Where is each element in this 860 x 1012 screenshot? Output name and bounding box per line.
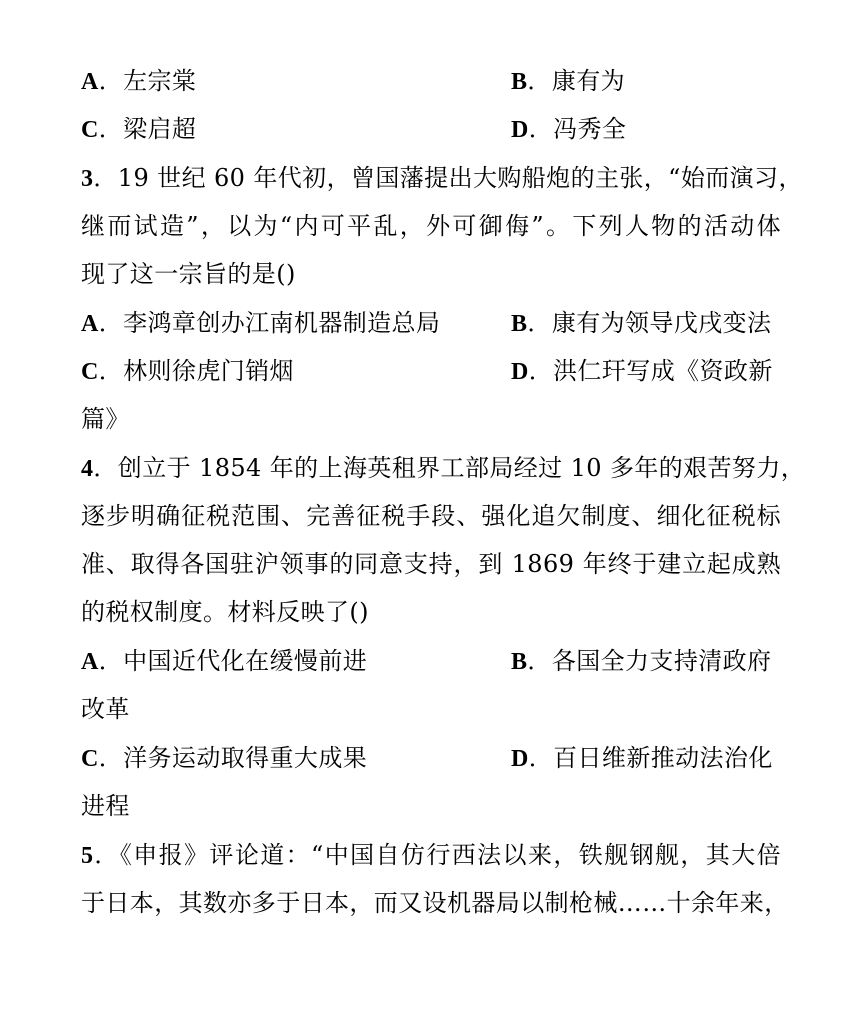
stem-text: 准、取得各国驻沪领事的同意支持，到 1869 年终于建立起成熟 bbox=[81, 550, 781, 578]
option-letter: D bbox=[511, 359, 529, 385]
q3-stem-line-3 bbox=[81, 259, 781, 289]
option-text: ．各国全力支持清政府 bbox=[527, 647, 772, 675]
option-text: ．冯秀全 bbox=[528, 115, 627, 143]
q4-stem-line-4 bbox=[81, 597, 781, 627]
option-text: ．洪仁玕写成《资政新 bbox=[528, 357, 773, 385]
option-letter: B bbox=[511, 311, 528, 337]
stem-text: 的税权制度。材料反映了() bbox=[81, 598, 369, 626]
q2-option-d bbox=[511, 114, 626, 145]
q5-stem-line-2 bbox=[81, 888, 789, 918]
stem-text: 于日本，其数亦多于日本，而又设机器局以制枪械……十余年来， bbox=[81, 889, 789, 917]
q3-option-a bbox=[81, 308, 440, 339]
q3-option-b bbox=[511, 308, 771, 339]
option-letter: D bbox=[511, 117, 529, 143]
q4-option-d bbox=[511, 743, 773, 774]
option-letter: A bbox=[81, 311, 99, 337]
stem-text: ．《申报》评论道：“中国自仿行西法以来，铁舰钢舰，其大倍 bbox=[93, 841, 781, 869]
q4-stem-line-3 bbox=[81, 549, 781, 579]
q3-stem-line-2 bbox=[81, 211, 781, 241]
option-letter: C bbox=[81, 359, 99, 385]
option-letter: D bbox=[511, 746, 529, 772]
option-text: ．中国近代化在缓慢前进 bbox=[98, 647, 368, 675]
q2-option-b bbox=[511, 66, 625, 97]
q4-option-b-wrap bbox=[81, 694, 130, 724]
stem-text: 逐步明确征税范围、完善征税手段、强化追欠制度、细化征税标 bbox=[81, 502, 781, 530]
q4-stem-line-2 bbox=[81, 501, 781, 531]
question-number: 3 bbox=[81, 166, 94, 192]
q3-option-d bbox=[511, 356, 773, 387]
option-text: 篇》 bbox=[81, 405, 130, 433]
option-text: 改革 bbox=[81, 695, 130, 723]
option-letter: A bbox=[81, 649, 99, 675]
q3-option-c bbox=[81, 356, 294, 387]
option-letter: C bbox=[81, 746, 99, 772]
option-letter: B bbox=[511, 69, 528, 95]
stem-text: ．创立于 1854 年的上海英租界工部局经过 10 多年的艰苦努力， bbox=[93, 454, 806, 482]
q4-option-a bbox=[81, 646, 367, 677]
q4-option-b bbox=[511, 646, 771, 677]
q4-stem-line-1 bbox=[81, 453, 806, 483]
option-letter: A bbox=[81, 69, 99, 95]
option-text: ．左宗棠 bbox=[98, 67, 197, 95]
q2-option-c bbox=[81, 114, 196, 145]
stem-text: 现了这一宗旨的是() bbox=[81, 260, 296, 288]
q3-option-d-wrap bbox=[81, 404, 130, 434]
option-text: ．李鸿章创办江南机器制造总局 bbox=[98, 309, 441, 337]
question-number: 4 bbox=[81, 456, 94, 482]
q2-option-a bbox=[81, 66, 196, 97]
option-text: ．百日维新推动法治化 bbox=[528, 744, 773, 772]
stem-text: 继而试造”，以为“内可平乱，外可御侮”。下列人物的活动体 bbox=[81, 212, 781, 240]
q4-option-c bbox=[81, 743, 367, 774]
q4-option-d-wrap bbox=[81, 791, 130, 821]
stem-text: ．19 世纪 60 年代初，曾国藩提出大购船炮的主张，“始而演习， bbox=[93, 164, 803, 192]
option-letter: B bbox=[511, 649, 528, 675]
option-text: ．康有为领导戊戌变法 bbox=[527, 309, 772, 337]
question-number: 5 bbox=[81, 843, 94, 869]
option-text: ．康有为 bbox=[527, 67, 626, 95]
q5-stem-line-1 bbox=[81, 840, 781, 870]
q3-stem-line-1 bbox=[81, 163, 803, 193]
option-text: ．梁启超 bbox=[98, 115, 197, 143]
option-letter: C bbox=[81, 117, 99, 143]
option-text: 进程 bbox=[81, 792, 130, 820]
option-text: ．林则徐虎门销烟 bbox=[98, 357, 294, 385]
option-text: ．洋务运动取得重大成果 bbox=[98, 744, 368, 772]
